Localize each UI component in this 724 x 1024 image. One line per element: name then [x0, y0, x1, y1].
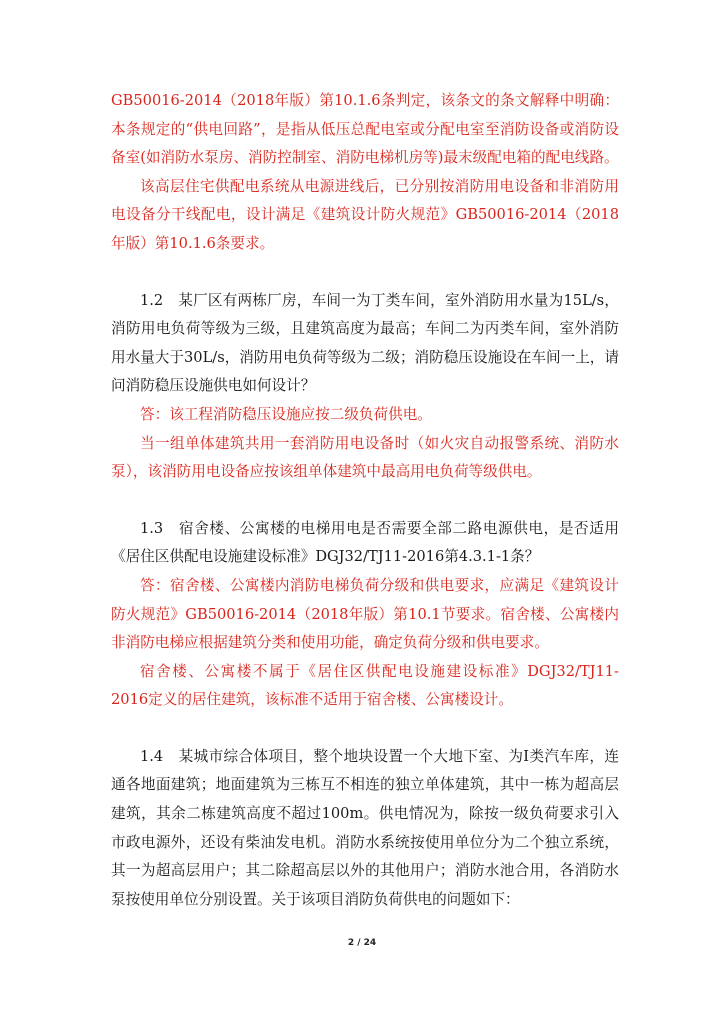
spacer: [111, 259, 619, 287]
spacer: [111, 715, 619, 743]
question-1-2: 1.2 某厂区有两栋厂房，车间一为丁类车间，室外消防用水量为15L/s，消防用电负荷等级为三级，且建筑高度为最高；车间二为丙类车间，室外消防用水量大于30L/s，消防用电负荷等级为二级；消防稳压设施设在车间一上，请问消防稳压设施供电如何设计？: [111, 291, 619, 395]
question-1-3: 1.3 宿舍楼、公寓楼的电梯用电是否需要全部二路电源供电，是否适用《居住区供配电设施建设标准》DGJ32/TJ11-2016第4.3.1-1条？: [111, 519, 619, 566]
question-1-4: 1.4 某城市综合体项目，整个地块设置一个大地下室、为Ⅰ类汽车库，连通各地面建筑；地面建筑为三栋互不相连的独立单体建筑，其中一栋为超高层建筑，其余二栋建筑高度不超过100m。供电情况为，除按一级负荷要求引入市政电源外，还设有柴油发电机。消防水系统按使用单位分为二个独立系统，其一为超高层用户；其二除超高层以外的其他用户；消防水池合用，各消防水泵按使用单位分别设置。关于该项目消防负荷供电的问题如下：: [111, 747, 619, 908]
spacer: [111, 487, 619, 515]
paragraph-fire-code-explanation: GB50016-2014（2018年版）第10.1.6条判定，该条文的条文解释中明确：本条规定的“供电回路”，是指从低压总配电室或分配电室至消防设备或消防设备室(如消防水泵房、消防控制室、消防电梯机房等)最末级配电箱的配电线路。: [111, 92, 619, 167]
answer-1-2: 答：该工程消防稳压设施应按二级负荷供电。: [140, 405, 432, 423]
page-body: [111, 87, 619, 914]
page-number: 2 / 24: [347, 938, 377, 948]
paragraph-residential-power-distribution: 该高层住宅供配电系统从电源进线后，已分别按消防用电设备和非消防用电设备分干线配电，设计满足《建筑设计防火规范》GB50016-2014（2018年版）第10.1.6条要求。: [111, 177, 619, 252]
answer-1-3: 答：宿舍楼、公寓楼内消防电梯负荷分级和供电要求，应满足《建筑设计防火规范》GB50016-2014（2018年版）第10.1节要求。宿舍楼、公寓楼内非消防电梯应根据建筑分类和使用功能，确定负荷分级和供电要求。: [111, 576, 619, 652]
answer-1-2-detail: 当一组单体建筑共用一套消防用电设备时（如火灾自动报警系统、消防水泵），该消防用电设备应按该组单体建筑中最高用电负荷等级供电。: [111, 434, 619, 481]
answer-1-3-detail: 宿舍楼、公寓楼不属于《居住区供配电设施建设标准》DGJ32/TJ11-2016定义的居住建筑，该标准不适用于宿舍楼、公寓楼设计。: [111, 662, 619, 709]
